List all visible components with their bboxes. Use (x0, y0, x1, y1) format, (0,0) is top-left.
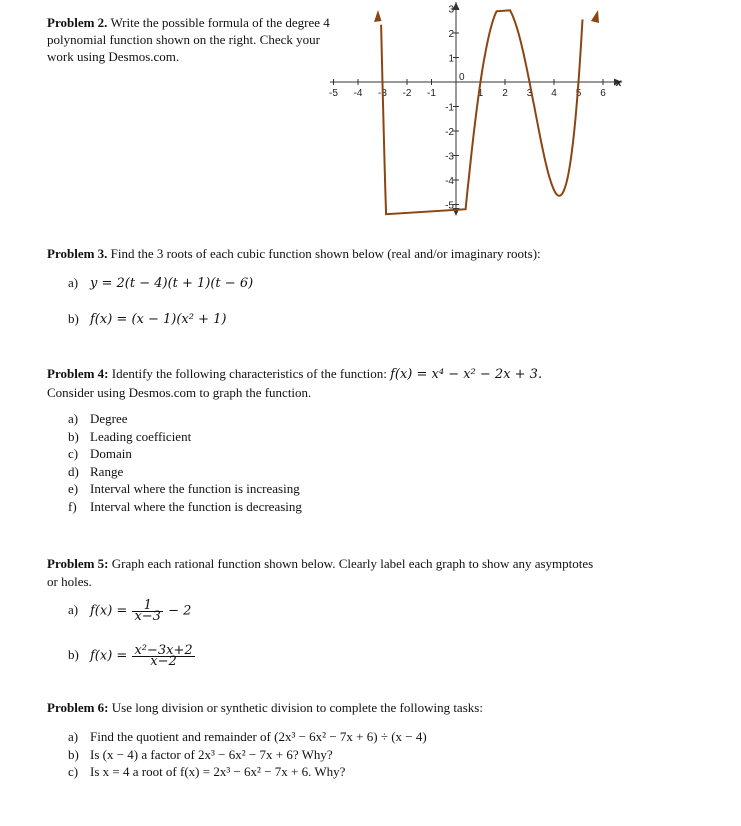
list-item: a) Find the quotient and remainder of (2x³ − 6x² − 7x + 6) ÷ (x − 4) (68, 729, 427, 744)
x-tick-label: 3 (526, 88, 533, 99)
problem-4-function: f(x) = x⁴ − x² − 2x + 3. (390, 367, 543, 382)
problem-3-item-a (68, 275, 253, 291)
y-tick-label: -5 (445, 200, 454, 212)
y-tick-label: -3 (445, 151, 454, 163)
polynomial-graph (320, 0, 630, 225)
list-item: a) Degree (68, 411, 128, 426)
curve-arrow-left (374, 10, 382, 22)
problem-5-item-a: a) f(x) = $\frac{1}{x-3}$ − 2 (68, 598, 192, 624)
y-tick-label: 2 (448, 29, 454, 40)
problem-4 (47, 365, 542, 402)
list-item: b) Is (x − 4) a factor of 2x³ − 6x² − 7x + 6? Why? (68, 746, 333, 762)
polynomial-curve (381, 10, 582, 214)
problem-4-text: Identify the following characteristics of the function: (111, 366, 391, 381)
problem-2-text: Write the possible formula of the degree 4 polynomial function shown on the right. Check your work using Desmos.com. (47, 15, 330, 64)
list-item: c) Is x = 4 a root of f(x) = 2x³ − 6x² − 7x + 6. Why? (68, 764, 346, 780)
problem-2 (47, 14, 337, 65)
problem-3 (47, 246, 541, 262)
x-tick-label: 4 (551, 88, 557, 99)
problem-2-heading: Problem 2. (47, 15, 108, 30)
curve-arrow-right (591, 10, 599, 23)
x-tick-label: -5 (329, 88, 338, 99)
x-tick-label: 6 (600, 88, 606, 99)
x-tick-label: 1 (477, 88, 484, 99)
x-tick-label: 0 (459, 72, 465, 83)
problem-6-text: Use long division or synthetic division to complete the following tasks: (111, 700, 483, 715)
x-tick-label: -2 (402, 88, 412, 99)
problem-5-text: Graph each rational function shown below. Clearly label each graph to show any asymptotes or holes. (47, 556, 594, 589)
list-item: f) Interval where the function is decreasing (68, 498, 302, 514)
x-tick-label: -3 (378, 88, 387, 99)
x-axis-label: x (616, 78, 622, 89)
list-item: d) Range (68, 463, 124, 479)
fraction: $\frac{1}{x-3}$ (134, 598, 161, 624)
list-item: c) Domain (68, 446, 132, 462)
item-label: a) (68, 275, 79, 290)
y-tick-label: -4 (445, 176, 454, 187)
problem-4-list (68, 410, 302, 516)
list-item: b) Leading coefficient (68, 428, 192, 444)
y-tick-label: 3 (448, 4, 454, 16)
item-label: b) (68, 311, 79, 326)
y-tick-label: -2 (445, 127, 454, 138)
x-tick-label: -4 (353, 88, 363, 99)
item-expression: y = 2(t − 4)(t + 1)(t − 6) (90, 276, 254, 291)
y-tick-label: 1 (448, 53, 454, 65)
problem-5-item-b: b) f(x) = $\frac{\text{x²−3x+2}}{x-2}$ (68, 643, 193, 669)
problem-5 (47, 555, 607, 591)
x-tick-label: 5 (575, 88, 582, 99)
fraction: $\frac{\text{x²−3x+2}}{x-2}$ (134, 643, 193, 669)
problem-4-line2: Consider using Desmos.com to graph the function. (47, 385, 312, 400)
problem-5-heading: Problem 5: (47, 556, 109, 571)
list-item: e) Interval where the function is increasing (68, 481, 300, 497)
y-tick-label: -1 (445, 102, 454, 114)
x-tick-label: 2 (502, 88, 508, 99)
x-tick-label: -1 (427, 88, 436, 99)
problem-6-heading: Problem 6: (47, 700, 109, 715)
problem-6 (47, 700, 483, 716)
item-expression: f(x) = (x − 1)(x² + 1) (90, 312, 227, 327)
problem-3-text: Find the 3 roots of each cubic function shown below (real and/or imaginary roots): (110, 246, 541, 261)
problem-3-heading: Problem 3. (47, 246, 108, 261)
problem-6-list (68, 728, 427, 781)
problem-4-heading: Problem 4: (47, 366, 109, 381)
problem-3-item-b (68, 311, 226, 327)
